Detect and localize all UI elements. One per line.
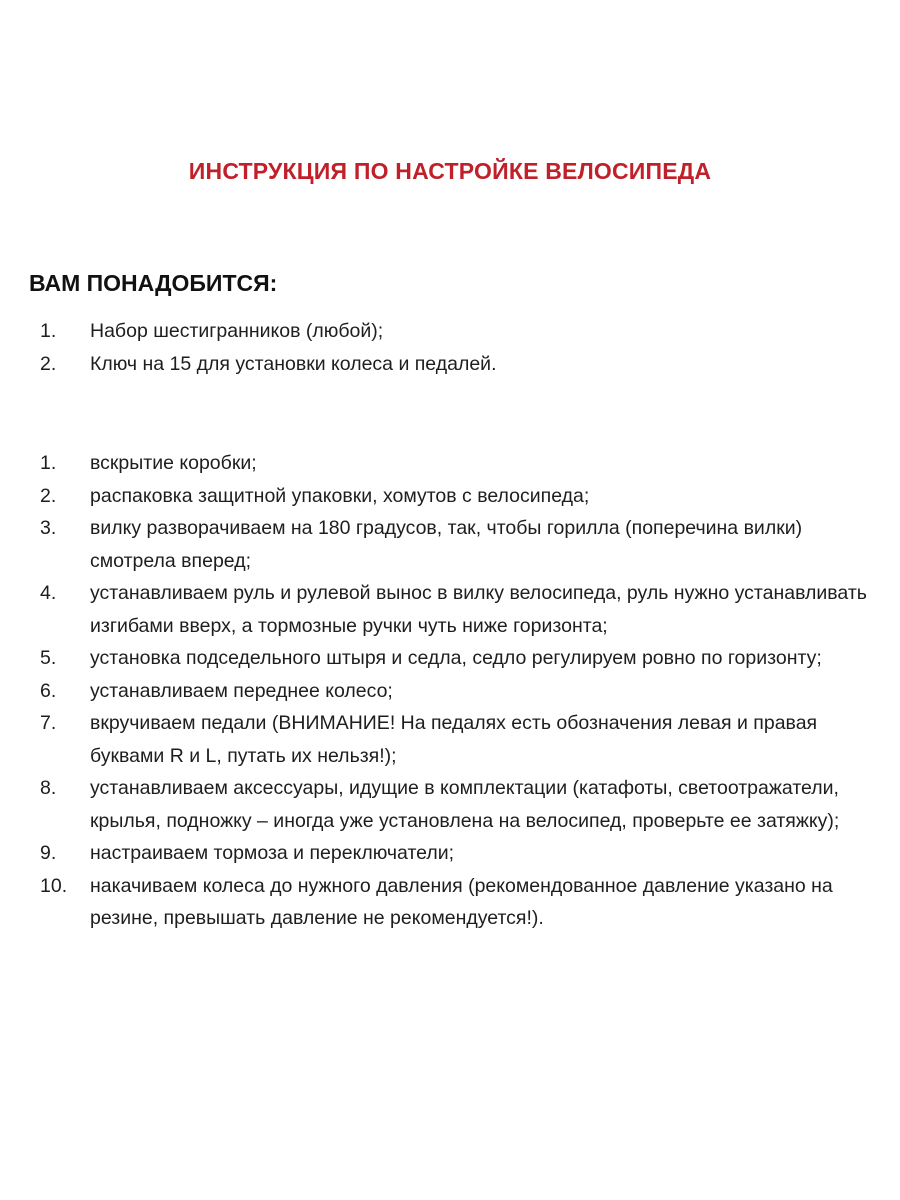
step-item — [40, 675, 880, 708]
step-item — [40, 512, 880, 577]
step-text: распаковка защитной упаковки, хомутов с велосипеда; — [90, 484, 590, 507]
step-item — [40, 642, 880, 675]
step-number: 8. — [40, 777, 57, 799]
step-item — [40, 447, 880, 480]
step-item — [40, 577, 880, 642]
step-text: вскрытие коробки; — [90, 452, 257, 474]
step-item — [40, 837, 880, 870]
item-text: Набор шестигранников (любой); — [90, 320, 384, 342]
needs-heading: ВАМ ПОНАДОБИТСЯ: — [29, 270, 278, 296]
step-number: 5. — [40, 647, 57, 669]
step-number: 6. — [40, 679, 57, 702]
step-number: 3. — [40, 517, 57, 539]
step-item — [40, 707, 880, 772]
item-number: 2. — [40, 352, 57, 375]
step-number: 9. — [40, 842, 57, 864]
list-item — [40, 348, 880, 381]
step-text: устанавливаем аксессуары, идущие в комплектации (катафоты, светоотражатели, крылья, подножку – иногда уже установлена на велосипед, проверьте ее затяжку); — [90, 777, 840, 832]
needs-list — [40, 315, 880, 380]
page-title: ИНСТРУКЦИЯ ПО НАСТРОЙКЕ ВЕЛОСИПЕДА — [188, 158, 712, 184]
step-number: 10. — [40, 874, 68, 897]
step-text: устанавливаем руль и рулевой вынос в вилку велосипеда, руль нужно устанавливать изгибами вверх, а тормозные ручки чуть ниже горизонта; — [90, 582, 867, 637]
step-item — [40, 480, 880, 513]
step-item — [40, 870, 880, 935]
step-text: вилку разворачиваем на 180 градусов, так, чтобы горилла (поперечина вилки) смотрела вперед; — [90, 517, 803, 572]
step-item — [40, 772, 880, 837]
step-number: 1. — [40, 452, 57, 474]
step-text: вкручиваем педали (ВНИМАНИЕ! На педалях есть обозначения левая и правая буквами R и L, путать их нельзя!); — [90, 712, 818, 767]
step-text: устанавливаем переднее колесо; — [90, 679, 393, 702]
step-text: настраиваем тормоза и переключатели; — [90, 842, 455, 864]
step-text: накачиваем колеса до нужного давления (рекомендованное давление указано на резине, превышать давление не рекомендуется!). — [90, 874, 833, 929]
steps-list — [40, 447, 880, 935]
step-number: 4. — [40, 582, 57, 604]
item-number: 1. — [40, 320, 57, 342]
step-number: 2. — [40, 484, 57, 507]
list-item — [40, 315, 880, 348]
step-text: установка подседельного штыря и седла, седло регулируем ровно по горизонту; — [90, 647, 822, 669]
step-number: 7. — [40, 712, 57, 734]
item-text: Ключ на 15 для установки колеса и педалей. — [90, 352, 497, 375]
